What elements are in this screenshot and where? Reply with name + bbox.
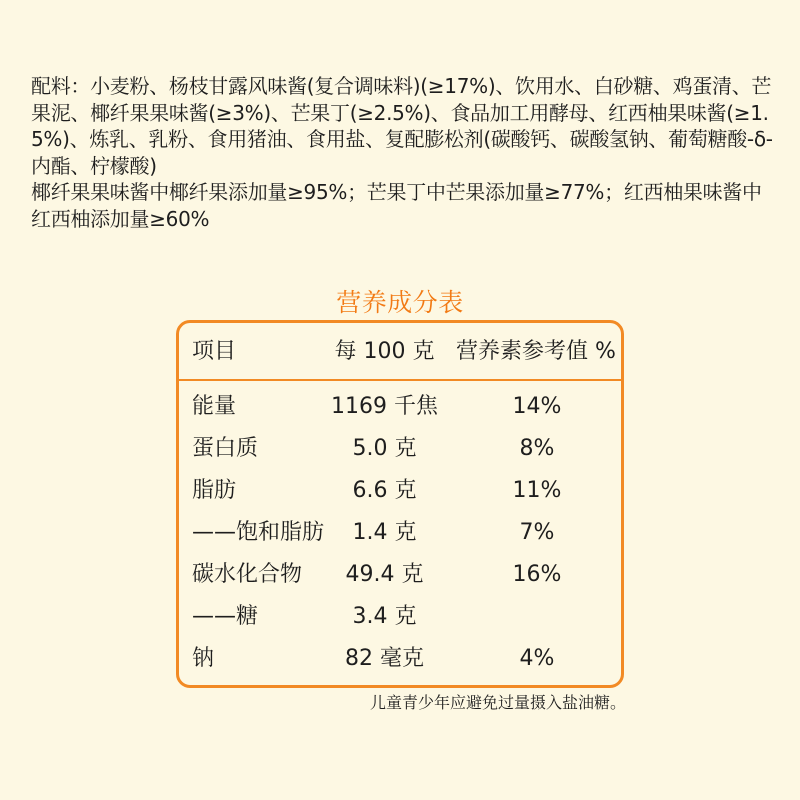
ingredients-list: 配料：小麦粉、杨枝甘露风味酱(复合调味料)(≥17%)、饮用水、白砂糖、鸡蛋清、芒果泥、椰纤果果味酱(≥3%)、芒果丁(≥2.5%)、食品加工用酵母、红西柚果味酱(≥1.5%)、炼乳、乳粉、食用猪油、食用盐、复配膨松剂(碳酸钙、碳酸氢钠、葡萄糖酸-δ-内酯、柠檬酸)	[31, 74, 773, 178]
row-nrv: 4%	[519, 646, 555, 671]
row-per-100g: 5.0 克	[352, 436, 417, 461]
row-item: 钠	[192, 646, 215, 671]
table-row-energy	[179, 392, 621, 422]
table-header-row	[179, 337, 621, 367]
row-per-100g: 6.6 克	[352, 478, 417, 503]
header-divider	[179, 379, 621, 381]
header-per-100g: 每 100 克	[334, 339, 435, 364]
row-nrv: 7%	[519, 520, 555, 545]
ingredients-additive-note: 椰纤果果味酱中椰纤果添加量≥95%；芒果丁中芒果添加量≥77%；红西柚果味酱中红西柚添加量≥60%	[31, 180, 762, 231]
header-item: 项目	[192, 339, 237, 364]
row-per-100g: 1169 千焦	[331, 394, 438, 419]
nutrition-table	[176, 320, 624, 688]
row-per-100g: 49.4 克	[345, 562, 424, 587]
row-per-100g: 1.4 克	[352, 520, 417, 545]
row-nrv: 14%	[512, 394, 562, 419]
table-row-protein	[179, 434, 621, 464]
table-row-fat	[179, 476, 621, 506]
table-row-carbohydrate	[179, 560, 621, 590]
row-item: ——糖	[192, 604, 259, 629]
health-advisory-note: 儿童青少年应避免过量摄入盐油糖。	[369, 693, 626, 712]
table-row-sugar	[179, 602, 621, 632]
row-per-100g: 82 毫克	[345, 646, 424, 671]
row-nrv: 8%	[519, 436, 555, 461]
row-item: 能量	[192, 394, 237, 419]
table-row-sodium	[179, 644, 621, 674]
nutrition-table-title: 营养成分表	[336, 288, 464, 317]
row-item: 脂肪	[192, 478, 237, 503]
header-nrv: 营养素参考值 %	[456, 339, 616, 364]
row-nrv: 11%	[512, 478, 562, 503]
row-item: ——饱和脂肪	[192, 520, 325, 545]
row-per-100g: 3.4 克	[352, 604, 417, 629]
row-item: 蛋白质	[192, 436, 259, 461]
row-nrv: 16%	[512, 562, 562, 587]
table-row-saturated-fat	[179, 518, 621, 548]
row-item: 碳水化合物	[192, 562, 303, 587]
ingredients-section	[31, 73, 776, 232]
